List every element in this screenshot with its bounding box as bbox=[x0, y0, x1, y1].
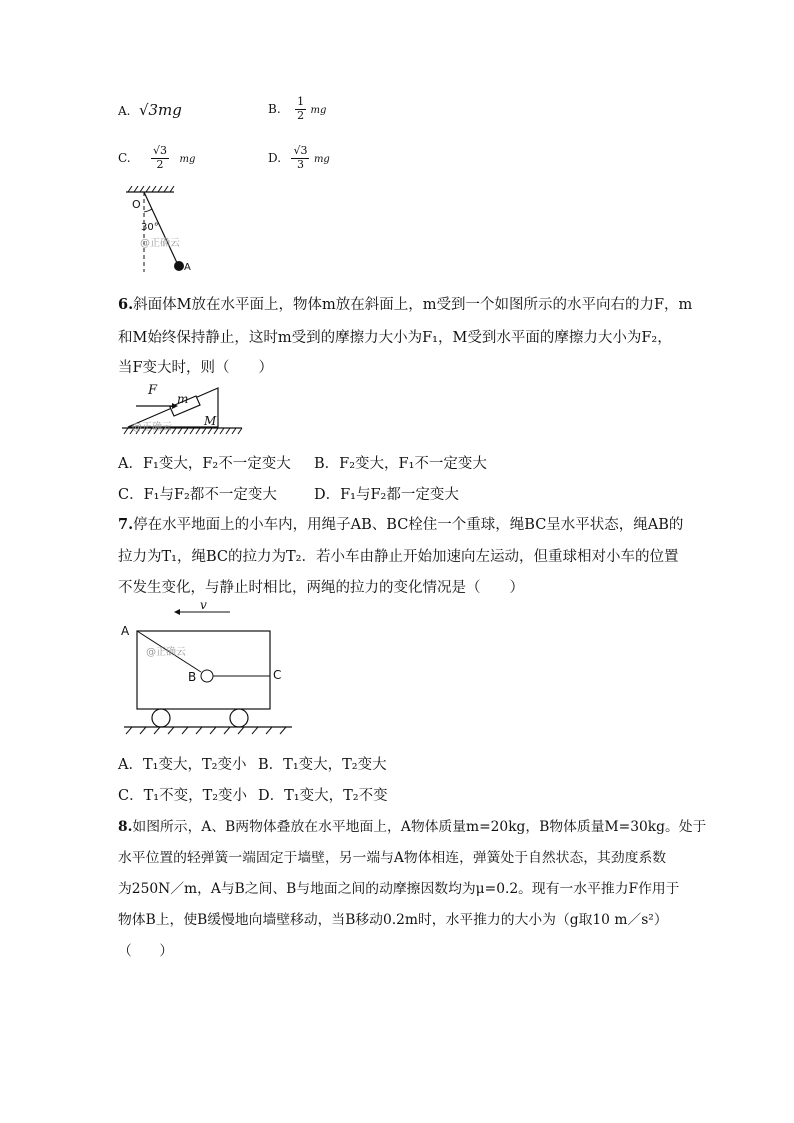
q6-incline-figure bbox=[118, 380, 248, 438]
q8-line-3: 为250N／m，A与B之间、B与地面之间的动摩擦因数均为μ=0.2。现有一水平推力F作用于 bbox=[118, 881, 680, 897]
q7-line-3: 不发生变化，与静止时相比，两绳的拉力的变化情况是（ ） bbox=[118, 580, 524, 596]
angle-arc bbox=[144, 209, 152, 212]
q8-line-1 bbox=[118, 815, 706, 835]
q8-number: 8. bbox=[118, 819, 133, 835]
q5-pivot-label: O bbox=[132, 198, 141, 211]
q7-velocity-label: v bbox=[200, 598, 207, 612]
q7-point-b-label: B bbox=[188, 670, 197, 684]
q7-watermark: @正确云 bbox=[146, 647, 186, 658]
q5-option-d-tail: mg bbox=[313, 154, 330, 166]
q5-option-b-numerator: 1 bbox=[297, 95, 305, 108]
q5-option-c-numerator: √3 bbox=[153, 144, 168, 157]
left-wheel bbox=[152, 709, 170, 727]
q8-text-1: 如图所示，A、B两物体叠放在水平地面上，A物体质量m=20kg，B物体质量M=30kg。处于 bbox=[132, 819, 707, 835]
q7-number: 7. bbox=[118, 516, 134, 533]
q7-point-c-label: C bbox=[273, 668, 282, 682]
q6-force-label: F bbox=[148, 383, 158, 398]
q5-option-c-fraction bbox=[151, 145, 169, 171]
q5-option-d-denominator: 3 bbox=[296, 157, 304, 171]
q7-point-a-label: A bbox=[121, 624, 130, 638]
q6-watermark: @正确云 bbox=[132, 422, 172, 433]
q7-option-c: C．T₁不变，T₂变小 bbox=[118, 788, 248, 804]
q5-option-d-fraction bbox=[291, 145, 309, 171]
q5-option-b bbox=[268, 96, 326, 122]
q5-option-a-expr: √3mg bbox=[138, 101, 182, 119]
q5-option-d-numerator: √3 bbox=[293, 144, 308, 157]
q6-text-1: 斜面体M放在水平面上，物体m放在斜面上，m受到一个如图所示的水平向右的力F，m bbox=[133, 297, 693, 313]
ground-hatch bbox=[126, 727, 286, 734]
q5-angle-label: 30° bbox=[141, 222, 159, 233]
q6-line-3: 当F变大时，则（ ） bbox=[118, 360, 274, 376]
ceiling-hatch bbox=[128, 186, 174, 192]
q6-line-1 bbox=[118, 293, 692, 314]
q7-option-b: B．T₁变大，T₂变大 bbox=[258, 757, 387, 773]
q8-line-2: 水平位置的轻弹簧一端固定于墙壁，另一端与A物体相连，弹簧处于自然状态，其劲度系数 bbox=[118, 850, 667, 866]
q6-option-a: A．F₁变大，F₂不一定变大 bbox=[118, 456, 291, 472]
q7-option-a: A．T₁变大，T₂变小 bbox=[118, 757, 247, 773]
q5-option-c-denominator: 2 bbox=[156, 157, 164, 171]
q5-watermark: @正确云 bbox=[140, 238, 180, 249]
q5-option-b-label: B. bbox=[268, 102, 281, 117]
q5-option-d-label: D. bbox=[268, 151, 282, 166]
right-wheel bbox=[230, 709, 248, 727]
q6-block-label: m bbox=[177, 392, 189, 406]
q5-option-d bbox=[268, 145, 330, 171]
q5-option-c bbox=[118, 145, 195, 171]
q7-line-2: 拉力为T₁，绳BC的拉力为T₂．若小车由静止开始加速向左运动，但重球相对小车的位置 bbox=[118, 549, 679, 565]
q5-option-b-fraction bbox=[295, 96, 306, 122]
q5-option-c-label: C. bbox=[118, 151, 131, 166]
pendulum-ball bbox=[174, 261, 184, 271]
q6-option-b: B．F₂变大，F₁不一定变大 bbox=[314, 456, 487, 472]
q5-ball-label: A bbox=[184, 262, 191, 273]
q6-line-2: 和M始终保持静止，这时m受到的摩擦力大小为F₁，M受到水平面的摩擦力大小为F₂， bbox=[118, 330, 672, 346]
velocity-arrow-head bbox=[174, 609, 180, 615]
q5-option-b-tail: mg bbox=[310, 105, 327, 117]
q7-text-1: 停在水平地面上的小车内，用绳子AB、BC栓住一个重球，绳BC呈水平状态，绳AB的 bbox=[133, 517, 684, 533]
q5-pendulum-figure bbox=[118, 186, 198, 276]
q5-option-b-denominator: 2 bbox=[297, 108, 305, 122]
heavy-ball bbox=[201, 670, 213, 682]
q6-option-d: D．F₁与F₂都一定变大 bbox=[314, 487, 459, 503]
q7-option-d: D．T₁变大，T₂不变 bbox=[258, 788, 388, 804]
q7-cart-figure bbox=[118, 598, 298, 738]
q7-cart-svg bbox=[118, 598, 298, 738]
q8-line-5: （ ） bbox=[118, 943, 174, 959]
q7-line-1 bbox=[118, 513, 683, 534]
q6-option-c: C．F₁与F₂都不一定变大 bbox=[118, 487, 277, 503]
q5-option-c-tail: mg bbox=[179, 154, 196, 166]
q6-incline-label: M bbox=[204, 414, 217, 428]
q6-number: 6. bbox=[118, 296, 134, 313]
q5-option-a-label: A. bbox=[118, 104, 131, 118]
q5-option-a bbox=[118, 101, 182, 119]
q8-line-4: 物体B上，使B缓慢地向墙壁移动，当B移动0.2m时，水平推力的大小为（g取10 m／s²） bbox=[118, 912, 668, 928]
